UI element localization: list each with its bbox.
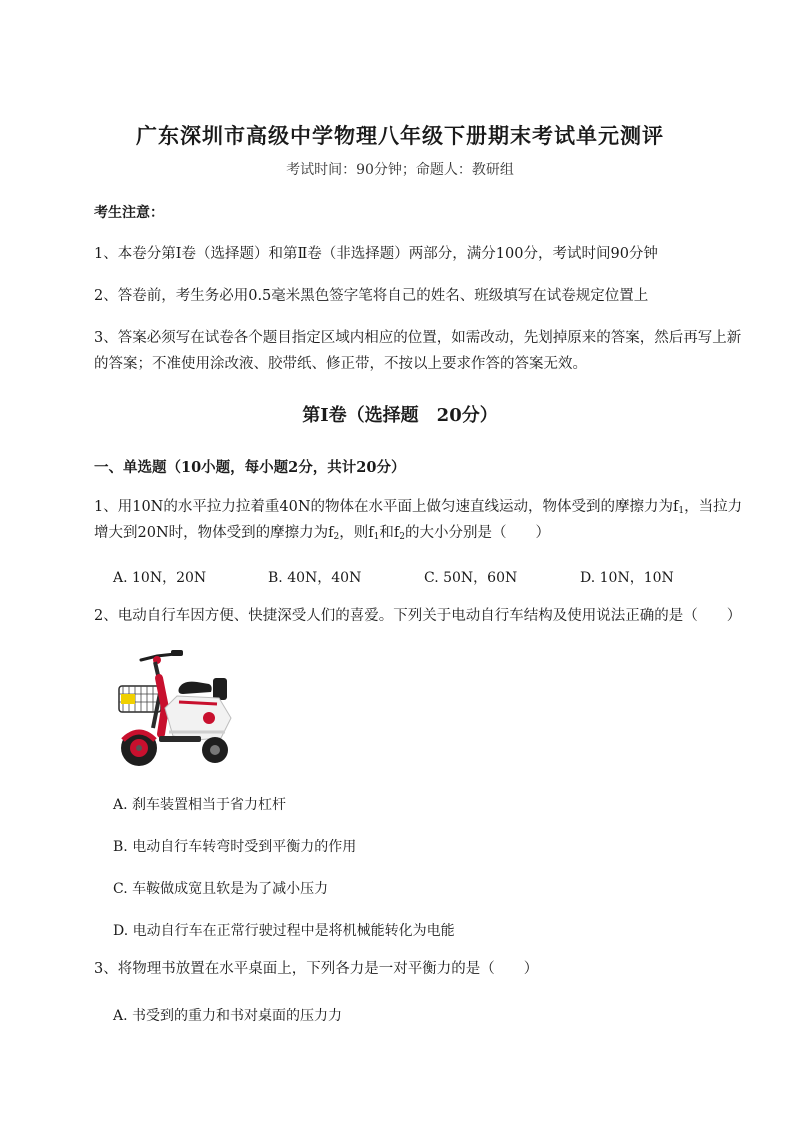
section-title: 第Ⅰ卷（选择题 20分） <box>302 405 498 426</box>
q1-option-a[interactable]: A. 10N，20N <box>113 570 207 586</box>
question-3-stem: 3、将物理书放置在水平桌面上，下列各力是一对平衡力的是（ ） <box>94 961 539 977</box>
q1-option-b[interactable]: B. 40N，40N <box>268 570 362 586</box>
q2-option-d[interactable]: D. 电动自行车在正常行驶过程中是将机械能转化为电能 <box>113 923 455 939</box>
q2-option-a[interactable]: A. 刹车装置相当于省力杠杆 <box>113 797 287 813</box>
notice-item-3-line-1: 3、答案必须写在试卷各个题目指定区域内相应的位置，如需改动，先划掉原来的答案，然后再写上新 <box>94 330 742 346</box>
q3-option-a[interactable]: A. 书受到的重力和书对桌面的压力力 <box>113 1008 343 1024</box>
question-1-line-2: 增大到20N时，物体受到的摩擦力为$f_2$，则$f_1$和$f_2$的大小分别是（ ） <box>94 525 550 542</box>
question-1-line-1: 1、用10N的水平拉力拉着重40N的物体在水平面上做匀速直线运动，物体受到的摩擦力为$f_1$，当拉力 <box>94 499 743 516</box>
question-2-stem: 2、电动自行车因方便、快捷深受人们的喜爱。下列关于电动自行车结构及使用说法正确的是（ ） <box>94 608 742 624</box>
notice-item-2: 2、答卷前，考生务必用0.5毫米黑色签字笔将自己的姓名、班级填写在试卷规定位置上 <box>94 288 649 304</box>
q1-option-c[interactable]: C. 50N，60N <box>424 570 518 586</box>
exam-info: 考试时间：90分钟；命题人：教研组 <box>286 162 514 178</box>
part-heading: 一、单选题（10小题，每小题2分，共计20分） <box>94 459 406 476</box>
q1-option-d[interactable]: D. 10N，10N <box>580 570 674 586</box>
q2-option-c[interactable]: C. 车鞍做成宽且软是为了减小压力 <box>113 881 329 897</box>
notice-heading: 考生注意： <box>94 205 164 221</box>
q2-option-b[interactable]: B. 电动自行车转弯时受到平衡力的作用 <box>113 839 357 855</box>
notice-item-1: 1、本卷分第Ⅰ卷（选择题）和第Ⅱ卷（非选择题）两部分，满分100分，考试时间90分钟 <box>94 246 658 262</box>
electric-bike-image <box>113 648 241 770</box>
page-title: 广东深圳市高级中学物理八年级下册期末考试单元测评 <box>136 123 664 148</box>
notice-item-3-line-2: 的答案；不准使用涂改液、胶带纸、修正带，不按以上要求作答的答案无效。 <box>94 356 587 372</box>
